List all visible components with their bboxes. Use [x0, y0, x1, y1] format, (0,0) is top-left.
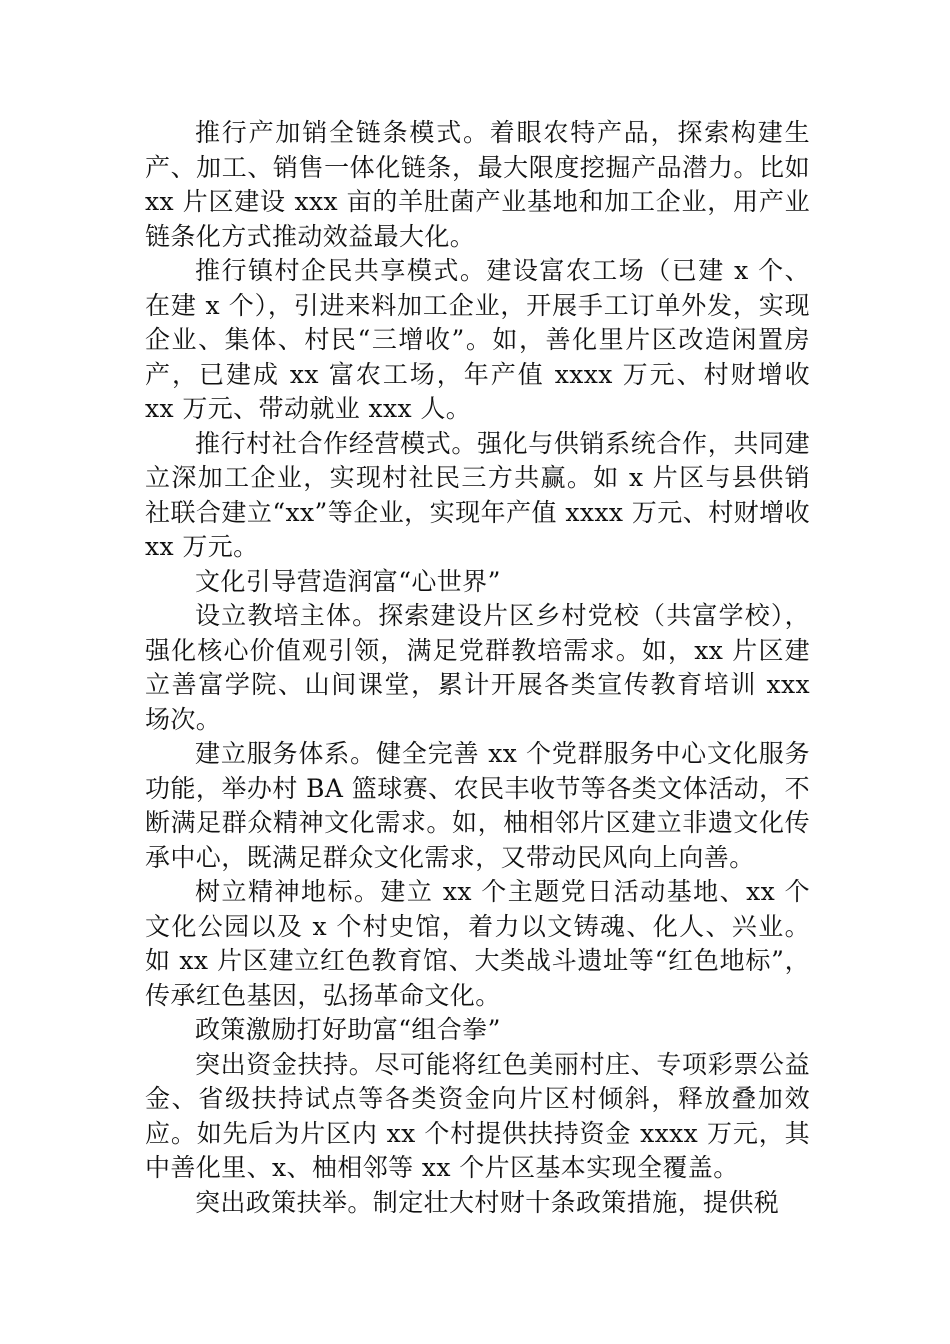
document-body: [145, 116, 810, 1220]
paragraph-industry-chain: 推行产加销全链条模式。着眼农特产品，探索构建生产、加工、销售一体化链条，最大限度挖掘产品潜力。比如 xx 片区建设 xxx 亩的羊肚菌产业基地和加工企业，用产业链条化方式推动效益最大化。: [145, 118, 810, 251]
paragraph-cooperative-model: 推行村社合作经营模式。强化与供销系统合作，共同建立深加工企业，实现村社民三方共赢。如 x 片区与县供销社联合建立“xx”等企业，实现年产值 xxxx 万元、村财增收 xx 万元。: [145, 428, 810, 561]
paragraph-training: 设立教培主体。探索建设片区乡村党校（共富学校），强化核心价值观引领，满足党群教培需求。如，xx 片区建立善富学院、山间课堂，累计开展各类宣传教育培训 xxx 场次。: [145, 601, 810, 734]
paragraph-service-system: 建立服务体系。健全完善 xx 个党群服务中心文化服务功能，举办村 BA 篮球赛、农民丰收节等各类文体活动，不断满足群众精神文化需求。如，柚相邻片区建立非遗文化传承中心，既满足群众文化需求，又带动民风向上向善。: [145, 739, 810, 872]
paragraph-funding: 突出资金扶持。尽可能将红色美丽村庄、专项彩票公益金、省级扶持试点等各类资金向片区村倾斜，释放叠加效应。如先后为片区内 xx 个村提供扶持资金 xxxx 万元，其中善化里、x、柚相邻等 xx 个片区基本实现全覆盖。: [145, 1049, 810, 1182]
section-heading-policy: 政策激励打好助富“组合拳”: [195, 1015, 501, 1044]
paragraph-shared-model: 推行镇村企民共享模式。建设富农工场（已建 x 个、在建 x 个），引进来料加工企业，开展手工订单外发，实现企业、集体、村民“三增收”。如，善化里片区改造闲置房产，已建成 xx 富农工场，年产值 xxxx 万元、村财增收 xx 万元、带动就业 xxx 人。: [145, 256, 810, 423]
paragraph-policy-support: 突出政策扶举。制定壮大村财十条政策措施，提供税: [195, 1187, 780, 1217]
section-heading-culture: 文化引导营造润富“心世界”: [195, 566, 501, 596]
paragraph-landmarks: 树立精神地标。建立 xx 个主题党日活动基地、xx 个文化公园以及 x 个村史馆，着力以文铸魂、化人、兴业。如 xx 片区建立红色教育馆、大类战斗遗址等“红色地标”，传承红色基因，弘扬革命文化。: [145, 877, 810, 1010]
